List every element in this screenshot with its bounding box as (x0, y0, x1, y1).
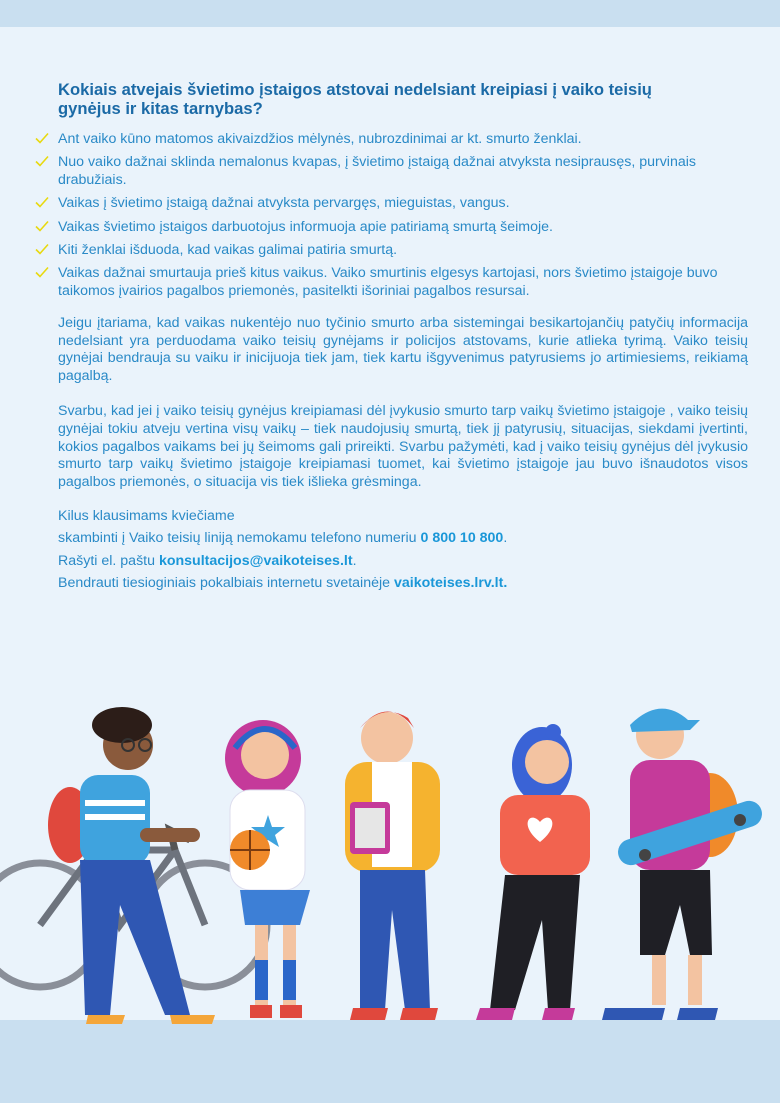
list-item (58, 195, 748, 213)
email-period: . (352, 552, 357, 569)
list-item (58, 154, 748, 190)
list-item-text: Vaikas į švietimo įstaigą dažnai atvyksta pervargęs, mieguistas, vangus. (58, 195, 510, 212)
email-link[interactable]: konsultacijos@vaikoteises.lt (158, 552, 353, 569)
boy-with-skateboard-figure (602, 709, 765, 1020)
checkmark-icon (34, 194, 50, 210)
contact-phone-line (58, 530, 748, 548)
girl-with-heart-shirt-figure (476, 724, 590, 1020)
checkmark-icon (34, 218, 50, 234)
list-item-text: Vaikas dažnai smurtauja prieš kitus vaikus. Vaiko smurtinis elgesys kartojasi, nors švietimo įstaigoje buvo taikomos įvairios pagalbos priemonės, pasitelkti išoriniai pagalbos resursai. (58, 265, 718, 300)
contact-block (58, 508, 748, 593)
contact-intro: Kilus klausimams kviečiame (58, 508, 235, 525)
main-content (58, 80, 748, 597)
paragraph-investigation: Jeigu įtariama, kad vaikas nukentėjo nuo tyčinio smurto arba sistemingai besikartojančių patyčių informacija nedelsiant yra perduodama vaiko teisių gynėjams ir policijos atstovams, kurie atlieka tyrimą. Vaiko teisių gynėjai bendrauja su vaiku ir inicijuoja tiek jam, tiek kartu išgyvenimus patyrusiems jo artimiesiems, reikiamą pagalbą. (58, 314, 748, 385)
bottom-band (0, 1020, 780, 1103)
group-of-teenagers-illustration (0, 690, 780, 1030)
list-item-text: Kiti ženklai išduoda, kad vaikas galimai patiria smurtą. (58, 241, 398, 258)
page-heading: Kokiais atvejais švietimo įstaigos atstovai nedelsiant kreipiasi į vaiko teisių gynėjus ir kitas tarnybas? (58, 80, 652, 118)
paragraph-assessment: Svarbu, kad jei į vaiko teisių gynėjus kreipiamasi dėl įvykusio smurto tarp vaikų švietimo įstaigoje , vaiko teisių gynėjai tokiu atveju vertina visų vaikų – tiek naudojusių smurtą, tiek jį patyrusių, situacijas, siekdami įvertinti, kokios pagalbos vaikams bei jų šeimoms gali prireikti. Svarbu pažymėti, kad į vaiko teisių gynėjus dėl įvykusio smurto tarp vaikų švietimo įstaigoje kreipiamasi tuomet, kai švietimo įstaigoje jau buvo išnaudotos visos pagalbos priemonės, o situacija vis tiek išlieka grėsminga. (58, 403, 748, 491)
website-link[interactable]: vaikoteises.lrv.lt. (393, 574, 508, 591)
phone-label: skambinti į Vaiko teisių liniją nemokamu telefono numeriu (58, 530, 421, 547)
email-label: Rašyti el. paštu (58, 552, 159, 569)
list-item-text: Vaikas švietimo įstaigos darbuotojus informuoja apie patiriamą smurtą šeimoje. (58, 218, 553, 235)
phone-period: . (503, 530, 508, 547)
checkmark-icon (34, 241, 50, 257)
list-item-text: Ant vaiko kūno matomos akivaizdžios mėlynės, nubrozdinimai ar kt. smurto ženklai. (58, 131, 582, 147)
list-item (58, 242, 748, 260)
boy-with-books-figure (345, 712, 440, 1021)
checkmark-icon (34, 264, 50, 280)
phone-number-link[interactable]: 0 800 10 800 (420, 530, 504, 547)
contact-chat-line (58, 575, 748, 593)
checkmark-icon (34, 153, 50, 169)
list-item (58, 265, 748, 301)
checkmark-icon (34, 130, 50, 146)
list-item (58, 131, 748, 149)
warning-signs-list (58, 131, 748, 301)
contact-email-line (58, 553, 748, 571)
top-band (0, 0, 780, 27)
girl-with-basketball-figure (225, 720, 310, 1018)
chat-label: Bendrauti tiesioginiais pokalbiais internetu svetainėje (58, 574, 394, 591)
list-item (58, 219, 748, 237)
list-item-text: Nuo vaiko dažnai sklinda nemalonus kvapas, į švietimo įstaigą dažnai atvyksta nesiprausęs, purvinais drabužiais. (58, 154, 696, 189)
